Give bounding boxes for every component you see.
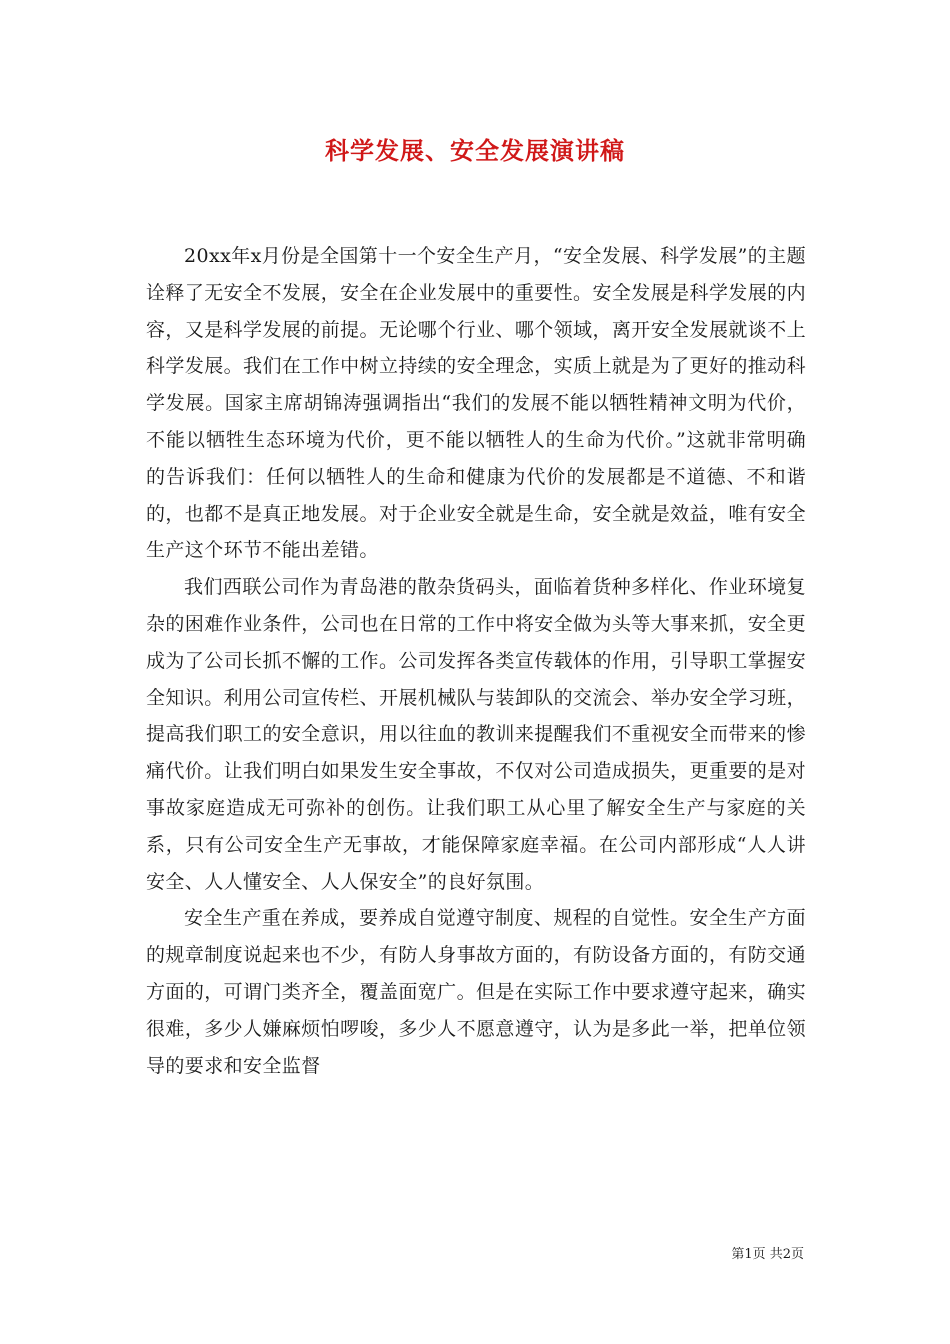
paragraph-1: 20xx年x月份是全国第十一个安全生产月，“安全发展、科学发展”的主题诠释了无安全不发展，安全在企业发展中的重要性。安全发展是科学发展的内容，又是科学发展的前提。无论哪个行业、哪个领域，离开安全发展就谈不上科学发展。我们在工作中树立持续的安全理念，实质上就是为了更好的推动科学发展。国家主席胡锦涛强调指出“我们的发展不能以牺牲精神文明为代价，不能以牺牲生态环境为代价，更不能以牺牲人的生命为代价。”这就非常明确的告诉我们：任何以牺牲人的生命和健康为代价的发展都是不道德、不和谐的，也都不是真正地发展。对于企业安全就是生命，安全就是效益，唯有安全生产这个环节不能出差错。 [146, 245, 806, 562]
document-title: 科学发展、安全发展演讲稿 [325, 136, 625, 165]
page-number-footer: 第1页 共2页 [731, 1247, 804, 1262]
paragraph-3: 安全生产重在养成，要养成自觉遵守制度、规程的自觉性。安全生产方面的规章制度说起来也不少，有防人身事故方面的，有防设备方面的，有防交通方面的，可谓门类齐全，覆盖面宽广。但是在实际工作中要求遵守起来，确实很难，多少人嫌麻烦怕啰唆，多少人不愿意遵守，认为是多此一举，把单位领导的要求和安全监督 [146, 907, 806, 1077]
paragraph-2: 我们西联公司作为青岛港的散杂货码头，面临着货种多样化、作业环境复杂的困难作业条件，公司也在日常的工作中将安全做为头等大事来抓，安全更成为了公司长抓不懈的工作。公司发挥各类宣传载体的作用，引导职工掌握安全知识。利用公司宣传栏、开展机械队与装卸队的交流会、举办安全学习班，提高我们职工的安全意识，用以往血的教训来提醒我们不重视安全而带来的惨痛代价。让我们明白如果发生安全事故，不仅对公司造成损失，更重要的是对事故家庭造成无可弥补的创伤。让我们职工从心里了解安全生产与家庭的关系，只有公司安全生产无事故，才能保障家庭幸福。在公司内部形成“人人讲安全、人人懂安全、人人保安全”的良好氛围。 [146, 576, 806, 893]
document-body [146, 238, 806, 1084]
